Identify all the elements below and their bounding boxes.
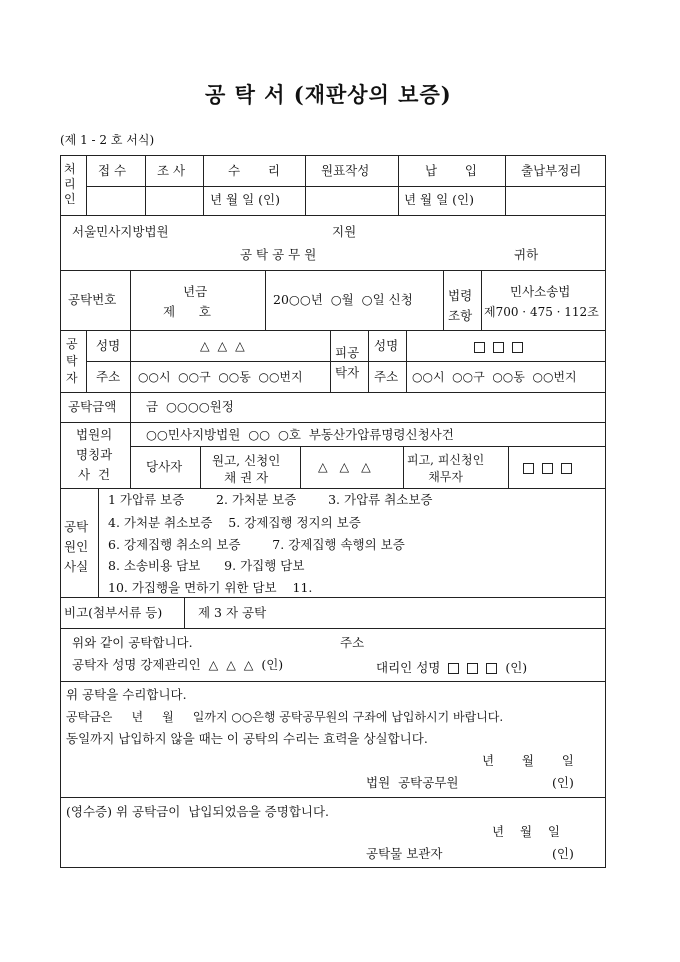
case-name: ○○민사지방법원 ○○ ○호 부동산가압류명령신청사건 xyxy=(146,427,454,442)
case-label-1: 법원의 xyxy=(76,427,113,442)
depositor-name: △ △ △ xyxy=(200,338,245,353)
depositor-label: 공 탁 자 xyxy=(66,337,78,385)
depositor-addr-label: 주소 xyxy=(96,369,121,384)
beneficiary-name-label: 성명 xyxy=(374,338,399,353)
deposit-number-label: 공탁번호 xyxy=(68,292,117,307)
beneficiary-addr-label: 주소 xyxy=(374,369,399,384)
deposit-year: 년금 xyxy=(183,284,208,299)
court-officer: 공 탁 공 무 원 xyxy=(240,247,317,262)
col-payment: 납 입 xyxy=(425,163,477,178)
depositor-name-label: 성명 xyxy=(96,338,121,353)
remarks-value: 제 3 자 공탁 xyxy=(198,605,267,620)
law-articles: 제700 · 475 · 112조 xyxy=(484,305,599,319)
acceptance-text: 위 공탁을 수리합니다. xyxy=(66,687,187,702)
acceptance-signer: 법원 공탁공무원 xyxy=(366,775,459,790)
beneficiary-label: 피공 탁자 xyxy=(335,345,360,380)
beneficiary-address: ○○시 ○○구 ○○동 ○○번지 xyxy=(412,370,577,384)
plaintiff-label: 원고, 신청인 채 권 자 xyxy=(212,453,281,485)
beneficiary-name-boxes xyxy=(470,339,527,354)
defendant-label: 피고, 피신청인 채무자 xyxy=(407,453,485,484)
process-label: 처 리 인 xyxy=(64,162,76,206)
address-label: 주소 xyxy=(340,635,365,650)
receipt-date: 년 월 일 xyxy=(492,824,561,839)
acceptance-date: 년 월 일 xyxy=(482,753,574,768)
form-number: (제 1 - 2 호 서식) xyxy=(60,133,155,147)
law-label: 법령 조항 xyxy=(448,288,473,323)
defendant-name-boxes xyxy=(519,460,576,475)
col-receipt: 접 수 xyxy=(98,163,127,178)
court-name: 서울민사지방법원 xyxy=(72,224,169,239)
acceptance-expiry: 동일까지 납입하지 않을 때는 이 공탁의 수리는 효력을 상실합니다. xyxy=(66,731,428,746)
receipt-text: (영수증) 위 공탁금이 납입되었음을 증명합니다. xyxy=(66,804,330,819)
cause-label: 공탁 원인 사실 xyxy=(64,519,89,574)
agent-label: 대리인 성명 xyxy=(376,660,441,675)
cause-line-3: 6. 강제집행 취소의 보증 7. 강제집행 속행의 보증 xyxy=(108,537,405,552)
deposit-date: 20○○년 ○월 ○일 신청 xyxy=(273,292,413,307)
receipt-seal: (인) xyxy=(552,846,574,861)
cause-line-5: 10. 가집행을 면하기 위한 담보 11. xyxy=(108,580,313,595)
agent-seal: (인) xyxy=(505,660,528,675)
process-date-2: 년 월 일 (인) xyxy=(404,192,474,207)
cause-line-2: 4. 가처분 취소보증 5. 강제집행 정지의 보증 xyxy=(108,515,361,530)
process-date-1: 년 월 일 (인) xyxy=(210,192,280,207)
deposit-number: 제 호 xyxy=(163,304,211,319)
court-honorific: 귀하 xyxy=(514,247,539,262)
party-label: 당사자 xyxy=(146,459,183,474)
amount-label: 공탁금액 xyxy=(68,399,117,414)
depositor-address: ○○시 ○○구 ○○동 ○○번지 xyxy=(138,370,303,384)
depositor-signature: 공탁자 성명 강제관리인 △ △ △ (인) xyxy=(72,657,284,672)
receipt-signer: 공탁물 보관자 xyxy=(366,846,443,861)
case-label-3: 사 건 xyxy=(78,467,111,482)
court-branch: 지원 xyxy=(332,224,357,239)
col-settlement: 출납부정리 xyxy=(521,163,582,178)
law-name: 민사소송법 xyxy=(510,284,571,299)
remarks-label: 비고(첨부서류 등) xyxy=(64,605,163,620)
plaintiff-name: △ △ △ xyxy=(318,459,371,474)
agent-signature xyxy=(376,658,527,676)
acceptance-seal: (인) xyxy=(552,775,574,790)
cause-line-1: 1 가압류 보증 2. 가처분 보증 3. 가압류 취소보증 xyxy=(108,492,433,507)
page-title: 공 탁 서 (재판상의 보증) xyxy=(205,82,452,107)
declaration-text: 위와 같이 공탁합니다. xyxy=(72,635,193,650)
case-label-2: 명칭과 xyxy=(76,447,113,462)
col-investigation: 조 사 xyxy=(157,163,186,178)
acceptance-payment: 공탁금은 년 월 일까지 ○○은행 공탁공무원의 구좌에 납입하시기 바랍니다. xyxy=(66,710,504,724)
amount-value: 금 ○○○○원정 xyxy=(146,399,234,414)
col-accept: 수 리 xyxy=(228,163,280,178)
col-ledger: 원표작성 xyxy=(321,163,370,178)
cause-line-4: 8. 소송비용 담보 9. 가집행 담보 xyxy=(108,558,305,573)
